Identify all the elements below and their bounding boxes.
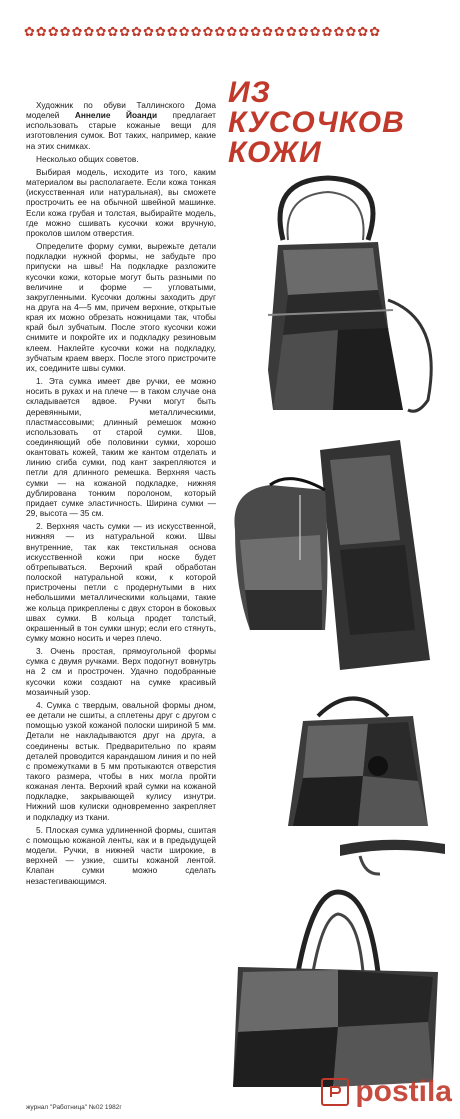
flower-ornament-icon: ✿ bbox=[345, 25, 357, 40]
title-line-3: КОЖИ bbox=[228, 136, 322, 169]
flower-ornament-icon: ✿ bbox=[166, 25, 178, 40]
flower-ornament-icon: ✿ bbox=[143, 25, 154, 40]
flower-ornament-icon: ✿ bbox=[274, 25, 285, 40]
flower-ornament-icon: ✿ bbox=[47, 25, 59, 40]
flower-ornament-icon: ✿ bbox=[309, 25, 321, 40]
flower-ornament-icon: ✿ bbox=[154, 25, 166, 40]
strap-photo bbox=[335, 830, 450, 880]
flower-ornament-icon: ✿ bbox=[107, 25, 119, 40]
flower-ornament-icon: ✿ bbox=[83, 25, 95, 40]
title-line-2: КУСОЧКОВ bbox=[228, 106, 405, 139]
flower-ornament-icon: ✿ bbox=[202, 25, 214, 40]
flower-ornament-icon: ✿ bbox=[226, 25, 238, 40]
flower-ornament-icon: ✿ bbox=[59, 25, 71, 40]
flower-ornament-icon: ✿ bbox=[369, 25, 381, 40]
flower-ornament-icon: ✿ bbox=[131, 25, 143, 40]
flower-ornament-icon: ✿ bbox=[321, 25, 333, 40]
title-line-1: ИЗ bbox=[228, 76, 271, 109]
flower-ornament-icon: ✿ bbox=[262, 25, 274, 40]
paragraph-bag-2: 2. Верхняя часть сумки — из искусственной, нижняя — из натуральной кожи. Швы внутренние, так как текстильная основа искусственной кожи при носке будет обтрепываться. Верхний край обработан полоской натуральной кожи, к которой пристрочены петли с продернутыми в них небольшими металлическими кольцами, такие же кольца прикреплены с двух сторон в боковых швах сумки. В кольца продет толстый, окрашенный в тон сумки шнур; если его стянуть, сумку можно носить и через плечо. bbox=[26, 521, 216, 643]
source-credit: журнал "Работница" №02 1982г bbox=[26, 1104, 122, 1111]
paragraph-bag-5: 5. Плоская сумка удлиненной формы, сшитая с помощью кожаной ленты, как и в предыдущей модели. Ручки, в нижней части широкие, в верхней — узкие, сшиты кожаной лентой. Клапан сумки можно сделать незастегивающимся. bbox=[26, 824, 216, 886]
watermark-logo-icon bbox=[321, 1078, 349, 1106]
flower-ornament-icon: ✿ bbox=[238, 25, 250, 40]
article-title bbox=[228, 78, 438, 168]
paragraph-shape: Определите форму сумки, вырежьте детали подкладки нужной формы, не забудьте про припуски на швы! На подкладке разложите кусочки кожи, которые могут быть разными по величине и форме — угловатыми, закругленными. Кусочки должны заходить друг на друга на 4—5 мм, причем верхние, открытые края их можно обрезать ножницами так, чтобы край был зубчатым. После этого кусочки кожи снимите и покройте их и подкладку резиновым клеем. Наклейте кусочки кожи на подкладку, зубчатым краем вверх. После этого пристрочите их, соедините швы сумки. bbox=[26, 241, 216, 373]
flower-ornament-icon: ✿ bbox=[297, 25, 309, 40]
flower-ornament-icon: ✿ bbox=[285, 25, 297, 40]
flower-ornament-icon: ✿ bbox=[35, 25, 47, 40]
flower-ornament-icon: ✿ bbox=[250, 25, 262, 40]
paragraph-bag-3: 3. Очень простая, прямоугольной формы сумка с двумя ручками. Верх подогнут вовнутрь на 2 см и прострочен. Удачно подобранные кусочки кожи создают на сумке красивый мозаичный узор. bbox=[26, 646, 216, 697]
author-name: Аннелие Йоанди bbox=[74, 110, 158, 121]
bag-2-photo bbox=[230, 430, 450, 680]
watermark-text: postila bbox=[355, 1075, 452, 1108]
watermark bbox=[321, 1075, 452, 1109]
bag-3-photo bbox=[278, 686, 438, 831]
flower-ornament-icon: ✿ bbox=[214, 25, 226, 40]
paragraph-general-tips: Несколько общих советов. bbox=[36, 153, 139, 164]
flower-ornament-icon: ✿ bbox=[24, 25, 35, 40]
flower-ornament-icon: ✿ bbox=[178, 25, 190, 40]
flower-ornament-icon: ✿ bbox=[333, 25, 345, 40]
flower-ornament-icon: ✿ bbox=[190, 25, 202, 40]
article-body bbox=[26, 100, 216, 889]
flower-ornament-icon: ✿ bbox=[357, 25, 369, 40]
paragraph-bag-1: 1. Эта сумка имеет две ручки, ее можно носить в руках и на плече — в таком случае она складывается вдвое. Ручки могут быть деревянными, металлическими, пластмассовыми; длинный ремешок можно использовать от старой сумки. Шов, соединяющий обе половинки сумки, хорошо окантовать кожей, таким же кантом отделать и линию сгиба сумки, под кант закрепляются и петли для длинного ремешка. Верхняя часть сумки — на кожаной подкладке, нижняя дублирована тонким поролоном, который придает сумке эластичность. Ширина сумки — 29, высота — 35 см. bbox=[26, 376, 216, 519]
article-intro: Художник по обуви Таллинского Дома моделей Аннелие Йоанди предлагает использовать старые кожаные вещи для изготовления сумок. Вот таких, например, какие на этих снимках. bbox=[26, 100, 216, 151]
flower-ornament-icon: ✿ bbox=[95, 25, 107, 40]
bag-1-photo bbox=[228, 170, 453, 420]
flower-ornament-icon: ✿ bbox=[119, 25, 131, 40]
bag-5-photo bbox=[228, 882, 450, 1097]
paragraph-choosing-model: Выбирая модель, исходите из того, каким материалом вы располагаете. Если кожа тонкая (искусственная или натуральная), вы сможете прострочить ее на обычной швейной машинке. Если кожа грубая и толстая, выбирайте модель, где можно сшивать кусочки кожи вручную, проколов шилом отверстия. bbox=[26, 166, 216, 238]
decorative-ornament-border bbox=[24, 24, 440, 42]
paragraph-bag-4: 4. Сумка с твердым, овальной формы дном, ее детали не сшиты, а сплетены друг с другом с помощью узкой кожаной полоски шириной 5 мм. Детали не накладываются друг на друга, а соединены встык. Предварительно по краям деталей проводится карандашом линия и по ней с промежутками в 5 мм протыкаются отверстия такого размера, чтобы в них могла пройти кожаная лента. Верхний край сумки на кожаной подкладке, закрывающей кулису изнутри. Нижний шов кулиски одновременно закрепляет и подкладку из ткани. bbox=[26, 699, 216, 822]
flower-ornament-icon: ✿ bbox=[71, 25, 83, 40]
